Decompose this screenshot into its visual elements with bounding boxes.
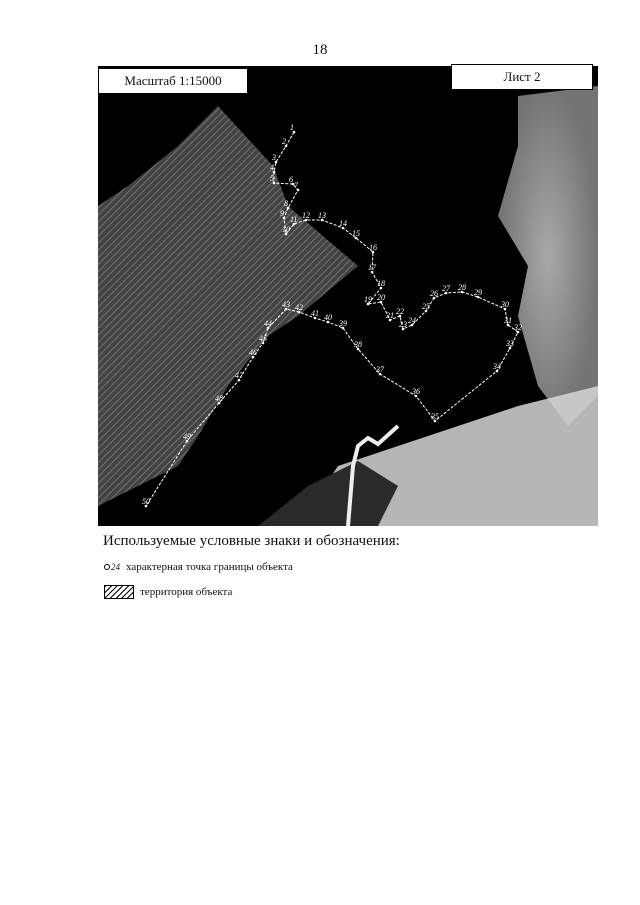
legend-point-row xyxy=(104,561,293,573)
boundary-point-label: 22 xyxy=(396,307,404,316)
boundary-point-label: 26 xyxy=(430,289,438,298)
legend-title: Используемые условные знаки и обозначения: xyxy=(103,533,400,549)
boundary-point-label: 1 xyxy=(290,123,294,132)
legend-point-label: характерная точка границы объекта xyxy=(126,561,293,573)
legend-territory-label: территория объекта xyxy=(140,586,233,598)
boundary-point-label: 12 xyxy=(302,211,310,220)
boundary-point-label: 7 xyxy=(294,181,298,190)
boundary-point-label: 49 xyxy=(183,432,191,441)
boundary-point-label: 37 xyxy=(376,365,384,374)
boundary-point-label: 45 xyxy=(259,334,267,343)
boundary-point-label: 43 xyxy=(282,300,290,309)
boundary-point-label: 30 xyxy=(501,300,509,309)
boundary-point-label: 25 xyxy=(422,302,430,311)
land-right xyxy=(498,86,598,426)
legend-territory-row xyxy=(104,585,232,599)
boundary-point-label: 19 xyxy=(364,295,372,304)
boundary-point-label: 46 xyxy=(249,348,257,357)
boundary-point-label: 14 xyxy=(339,219,347,228)
boundary-point-label: 3 xyxy=(272,153,276,162)
boundary-point-label: 11 xyxy=(290,215,298,224)
map xyxy=(98,66,598,526)
boundary-point-label: 6 xyxy=(289,175,293,184)
boundary-point-label: 48 xyxy=(215,394,223,403)
territory xyxy=(98,106,358,506)
boundary-point-label: 35 xyxy=(431,412,439,421)
boundary-point-label: 32 xyxy=(514,323,522,332)
boundary-point-label: 8 xyxy=(284,199,288,208)
boundary-point-label: 16 xyxy=(369,243,377,252)
hatch-icon xyxy=(104,585,134,599)
boundary-point-label: 4 xyxy=(270,163,274,172)
boundary-point-label: 44 xyxy=(264,319,272,328)
boundary-point-label: 42 xyxy=(295,303,303,312)
boundary-point-label: 13 xyxy=(318,211,326,220)
boundary-point-label: 21 xyxy=(386,311,394,320)
boundary-point-label: 39 xyxy=(339,319,347,328)
boundary-point-label: 47 xyxy=(235,371,243,380)
boundary-point-label: 23 xyxy=(399,320,407,329)
boundary-point-label: 38 xyxy=(354,340,362,349)
boundary-point-label: 50 xyxy=(142,497,150,506)
scale-label: Масштаб 1:15000 xyxy=(98,68,248,94)
boundary-point-label: 9 xyxy=(280,209,284,218)
map-canvas xyxy=(98,66,598,526)
boundary-point-label: 31 xyxy=(504,316,512,325)
boundary-point-label: 41 xyxy=(311,309,319,318)
boundary-point-label: 27 xyxy=(442,284,450,293)
boundary-point-label: 18 xyxy=(377,279,385,288)
boundary-point-label: 29 xyxy=(474,288,482,297)
boundary-point-label: 34 xyxy=(493,362,501,371)
boundary-point-label: 5 xyxy=(270,174,274,183)
boundary-point-label: 28 xyxy=(458,283,466,292)
boundary-point-label: 2 xyxy=(282,137,286,146)
boundary-point-label: 33 xyxy=(506,339,514,348)
boundary-point-label: 40 xyxy=(324,313,332,322)
page-number: 18 xyxy=(312,42,328,58)
boundary-point-label: 10 xyxy=(282,225,290,234)
boundary-point-label: 15 xyxy=(352,229,360,238)
boundary-point-icon xyxy=(104,562,120,572)
legend-point-number: 24 xyxy=(111,562,120,572)
boundary-point-label: 17 xyxy=(368,263,376,272)
boundary-point-label: 20 xyxy=(377,293,385,302)
boundary-point-label: 24 xyxy=(408,316,416,325)
boundary-point-label: 36 xyxy=(412,387,420,396)
sheet-label: Лист 2 xyxy=(451,64,593,90)
